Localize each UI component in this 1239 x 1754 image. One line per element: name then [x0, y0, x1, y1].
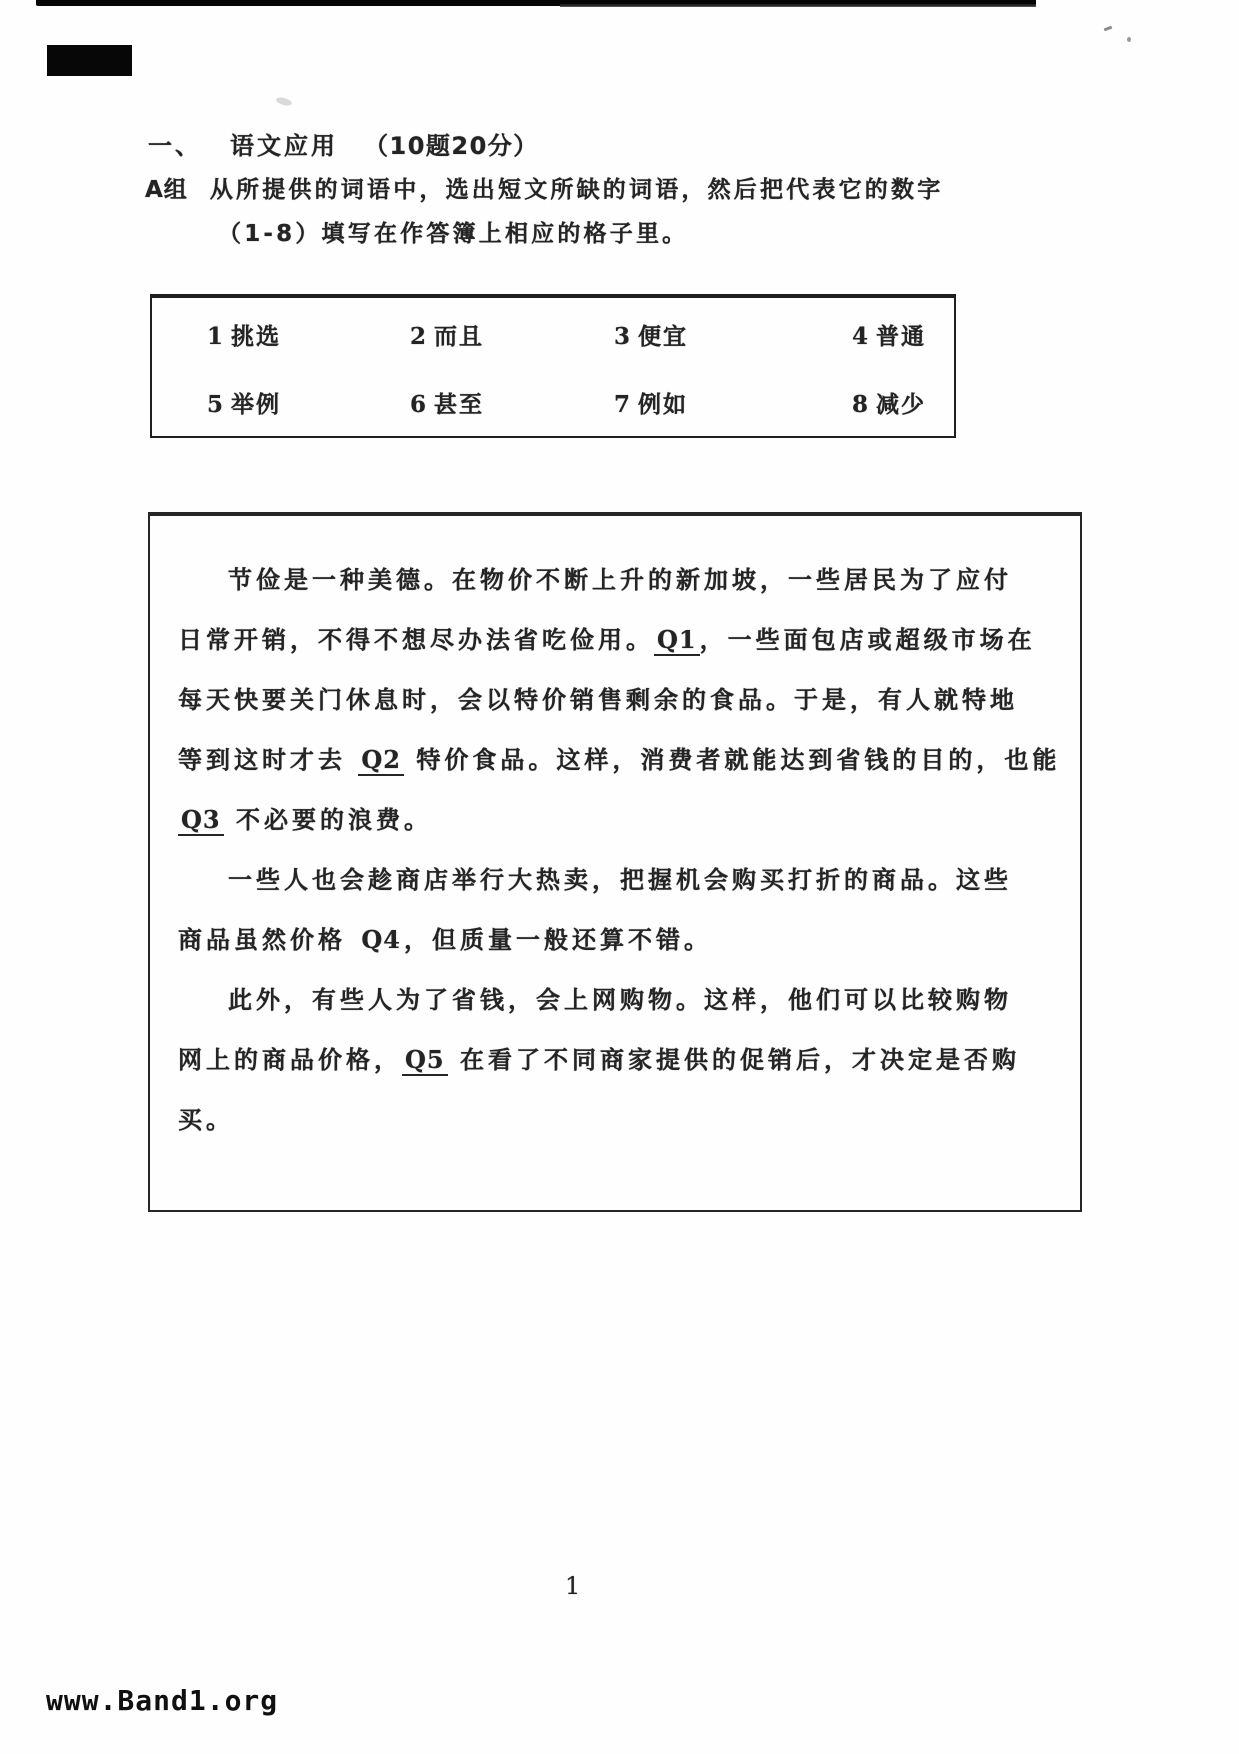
passage-text: 此外，有些人为了省钱，会上网购物。这样，他们可以比较购物	[228, 986, 1012, 1014]
section-score: （10题20分）	[364, 132, 539, 160]
passage-line	[178, 1030, 1052, 1090]
passage-line	[178, 1090, 1052, 1150]
passage-text: 买。	[178, 1106, 234, 1134]
instruction-text-line1: 从所提供的词语中，选出短文所缺的词语，然后把代表它的数字	[209, 177, 944, 203]
passage-text: 等到这时才去	[178, 746, 359, 774]
passage-line	[178, 550, 1052, 610]
passage-text: 特价食品。这样，消费者就能达到省钱的目的，也能	[403, 746, 1061, 774]
redaction-block	[47, 45, 132, 76]
section-heading	[148, 126, 539, 161]
blank-marker-q1: Q1	[654, 625, 700, 656]
word-option-text: 便宜	[638, 324, 689, 350]
word-option-number: 1	[207, 323, 224, 350]
word-option-text: 举例	[231, 392, 282, 418]
word-option-number: 7	[614, 391, 631, 418]
word-option-number: 3	[614, 323, 631, 350]
word-option	[410, 386, 484, 419]
word-option	[852, 318, 926, 351]
word-option	[614, 386, 688, 419]
word-option-text: 例如	[638, 392, 689, 418]
blank-marker-q3: Q3	[178, 805, 224, 836]
word-option-number: 5	[207, 391, 224, 418]
group-instruction	[145, 171, 943, 204]
passage-text: 每天快要关门休息时，会以特价销售剩余的食品。于是，有人就特地	[178, 686, 1018, 714]
passage-line	[178, 910, 1052, 970]
word-option	[614, 318, 688, 351]
word-option-number: 6	[410, 391, 427, 418]
passage-line	[178, 610, 1052, 670]
word-option-text: 减少	[876, 392, 927, 418]
passage-text: 不必要的浪费。	[223, 806, 432, 834]
scan-smudge	[275, 96, 292, 107]
passage-line	[178, 850, 1052, 910]
passage-text: 在看了不同商家提供的促销后，才决定是否购	[447, 1046, 1020, 1074]
scan-artifact-top-bar-2	[560, 4, 1036, 7]
word-option	[410, 318, 484, 351]
passage-text: 节俭是一种美德。在物价不断上升的新加坡，一些居民为了应付	[228, 566, 1012, 594]
passage-text: 网上的商品价格，	[178, 1046, 402, 1074]
word-bank-box	[150, 294, 956, 438]
word-option-number: 4	[852, 323, 869, 350]
passage-text: 一些人也会趁商店举行大热卖，把握机会购买打折的商品。这些	[228, 866, 1012, 894]
word-option	[207, 318, 281, 351]
section-number: 一、	[148, 132, 202, 160]
blank-marker-q4: Q4	[361, 925, 401, 954]
word-option-text: 而且	[434, 324, 485, 350]
word-option	[207, 386, 281, 419]
word-option-number: 8	[852, 391, 869, 418]
passage-line	[178, 730, 1061, 790]
passage-line	[178, 790, 1052, 850]
watermark-url: www.Band1.org	[46, 1684, 279, 1717]
word-option	[852, 386, 926, 419]
passage-line	[178, 970, 1052, 1030]
word-option-text: 甚至	[434, 392, 485, 418]
passage-text: ，但质量一般还算不错。	[403, 926, 712, 954]
blank-marker-q5: Q5	[402, 1045, 448, 1076]
word-option-number: 2	[410, 323, 427, 350]
passage-text: 商品虽然价格	[178, 926, 359, 954]
ink-speck	[1127, 37, 1131, 42]
passage-line	[178, 670, 1052, 730]
group-label: A组	[145, 177, 188, 203]
passage-box	[148, 512, 1082, 1212]
passage-text: 日常开销，不得不想尽办法省吃俭用。	[178, 626, 654, 654]
blank-marker-q2: Q2	[358, 745, 404, 776]
word-option-text: 挑选	[231, 324, 282, 350]
ink-speck	[1104, 26, 1113, 32]
word-option-text: 普通	[876, 324, 927, 350]
instruction-text-line2: （1-8）填写在作答簿上相应的格子里。	[218, 221, 689, 247]
section-title: 语文应用	[230, 132, 338, 160]
page-number: 1	[565, 1572, 581, 1600]
passage-text: ，一些面包店或超级市场在	[699, 626, 1036, 654]
